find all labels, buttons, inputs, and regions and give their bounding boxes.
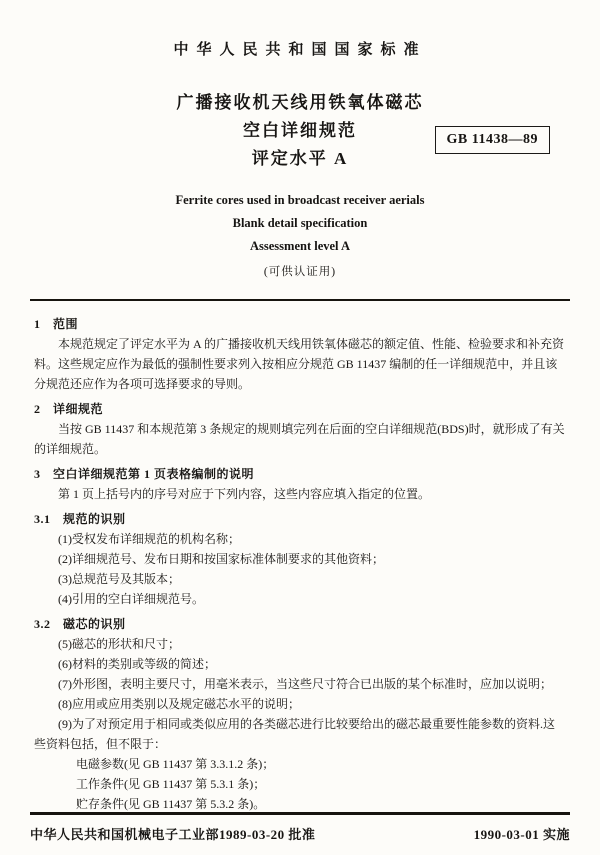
standard-category-label: 中华人民共和国国家标准	[173, 42, 427, 58]
list-item-5: (5)磁芯的形状和尺寸；	[58, 637, 180, 651]
subsection-heading-3-2: 3.2 磁芯的识别	[34, 617, 126, 631]
certification-note: (可供认证用)	[263, 266, 337, 278]
document-title-line-2: 空白详细规范	[243, 121, 357, 140]
list-item-2: (2)详细规范号、发布日期和按国家标准体制要求的其他资料；	[58, 552, 384, 566]
english-title-block	[34, 189, 566, 258]
footer-divider	[30, 812, 570, 815]
section-heading-3: 3 空白详细规范第 1 页表格编制的说明	[34, 467, 255, 481]
english-title-line-1: Ferrite cores used in broadcast receiver aerials	[175, 193, 425, 207]
english-title-line-2: Blank detail specification	[232, 216, 368, 230]
paragraph: 本规范规定了评定水平为 A 的广播接收机天线用铁氧体磁芯的额定值、性能、检验要求和补充资料。这些规定应作为最低的强制性要求列入按相应分规范 GB 11437 编制的任一详细规范中，并且该分规范还应作为各项可选择要求的导则。	[34, 337, 565, 391]
list-item-8: (8)应用或应用类别以及规定磁芯水平的说明；	[58, 697, 300, 711]
paragraph: 第 1 页上括号内的序号对应于下列内容，这些内容应填入指定的位置。	[58, 487, 431, 501]
header-divider	[30, 299, 570, 301]
list-item-1: (1)受权发布详细规范的机构名称；	[58, 532, 240, 546]
approval-notice: 中华人民共和国机械电子工业部1989-03-20 批准	[30, 827, 316, 842]
paragraph: 当按 GB 11437 和本规范第 3 条规定的规则填完列在后面的空白详细规范(BDS)时，就形成了有关的详细规范。	[34, 422, 565, 456]
list-item-9: (9)为了对预定用于相同或类似应用的各类磁芯进行比较要给出的磁芯最重要性能参数的资料.这些资料包括，但不限于：	[34, 717, 555, 751]
implementation-date: 1990-03-01 实施	[473, 827, 570, 842]
document-title-line-1: 广播接收机天线用铁氧体磁芯	[176, 93, 424, 112]
list-item-7: (7)外形图，表明主要尺寸，用毫米表示，当这些尺寸符合已出版的某个标准时，应加以说明；	[58, 677, 552, 691]
standard-number-box	[435, 126, 550, 154]
section-heading-1: 1 范围	[34, 317, 79, 331]
list-item-3: (3)总规范号及其版本；	[58, 572, 180, 586]
standard-number: GB 11438—89	[446, 132, 538, 147]
subsection-heading-3-1: 3.1 规范的识别	[34, 512, 126, 526]
list-item-4: (4)引用的空白详细规范号。	[58, 592, 204, 606]
english-title-line-3: Assessment level A	[250, 239, 350, 253]
sub-list-item-2: 工作条件(见 GB 11437 第 5.3.1 条)；	[76, 777, 266, 791]
list-item-6: (6)材料的类别或等级的简述；	[58, 657, 216, 671]
sub-list-item-1: 电磁参数(见 GB 11437 第 3.3.1.2 条)；	[76, 757, 275, 771]
document-title-line-3: 评定水平 A	[251, 149, 349, 168]
document-footer	[30, 812, 570, 843]
document-body	[34, 314, 566, 814]
section-heading-2: 2 详细规范	[34, 402, 104, 416]
sub-list-item-3: 贮存条件(见 GB 11437 第 5.3.2 条)。	[76, 797, 266, 811]
